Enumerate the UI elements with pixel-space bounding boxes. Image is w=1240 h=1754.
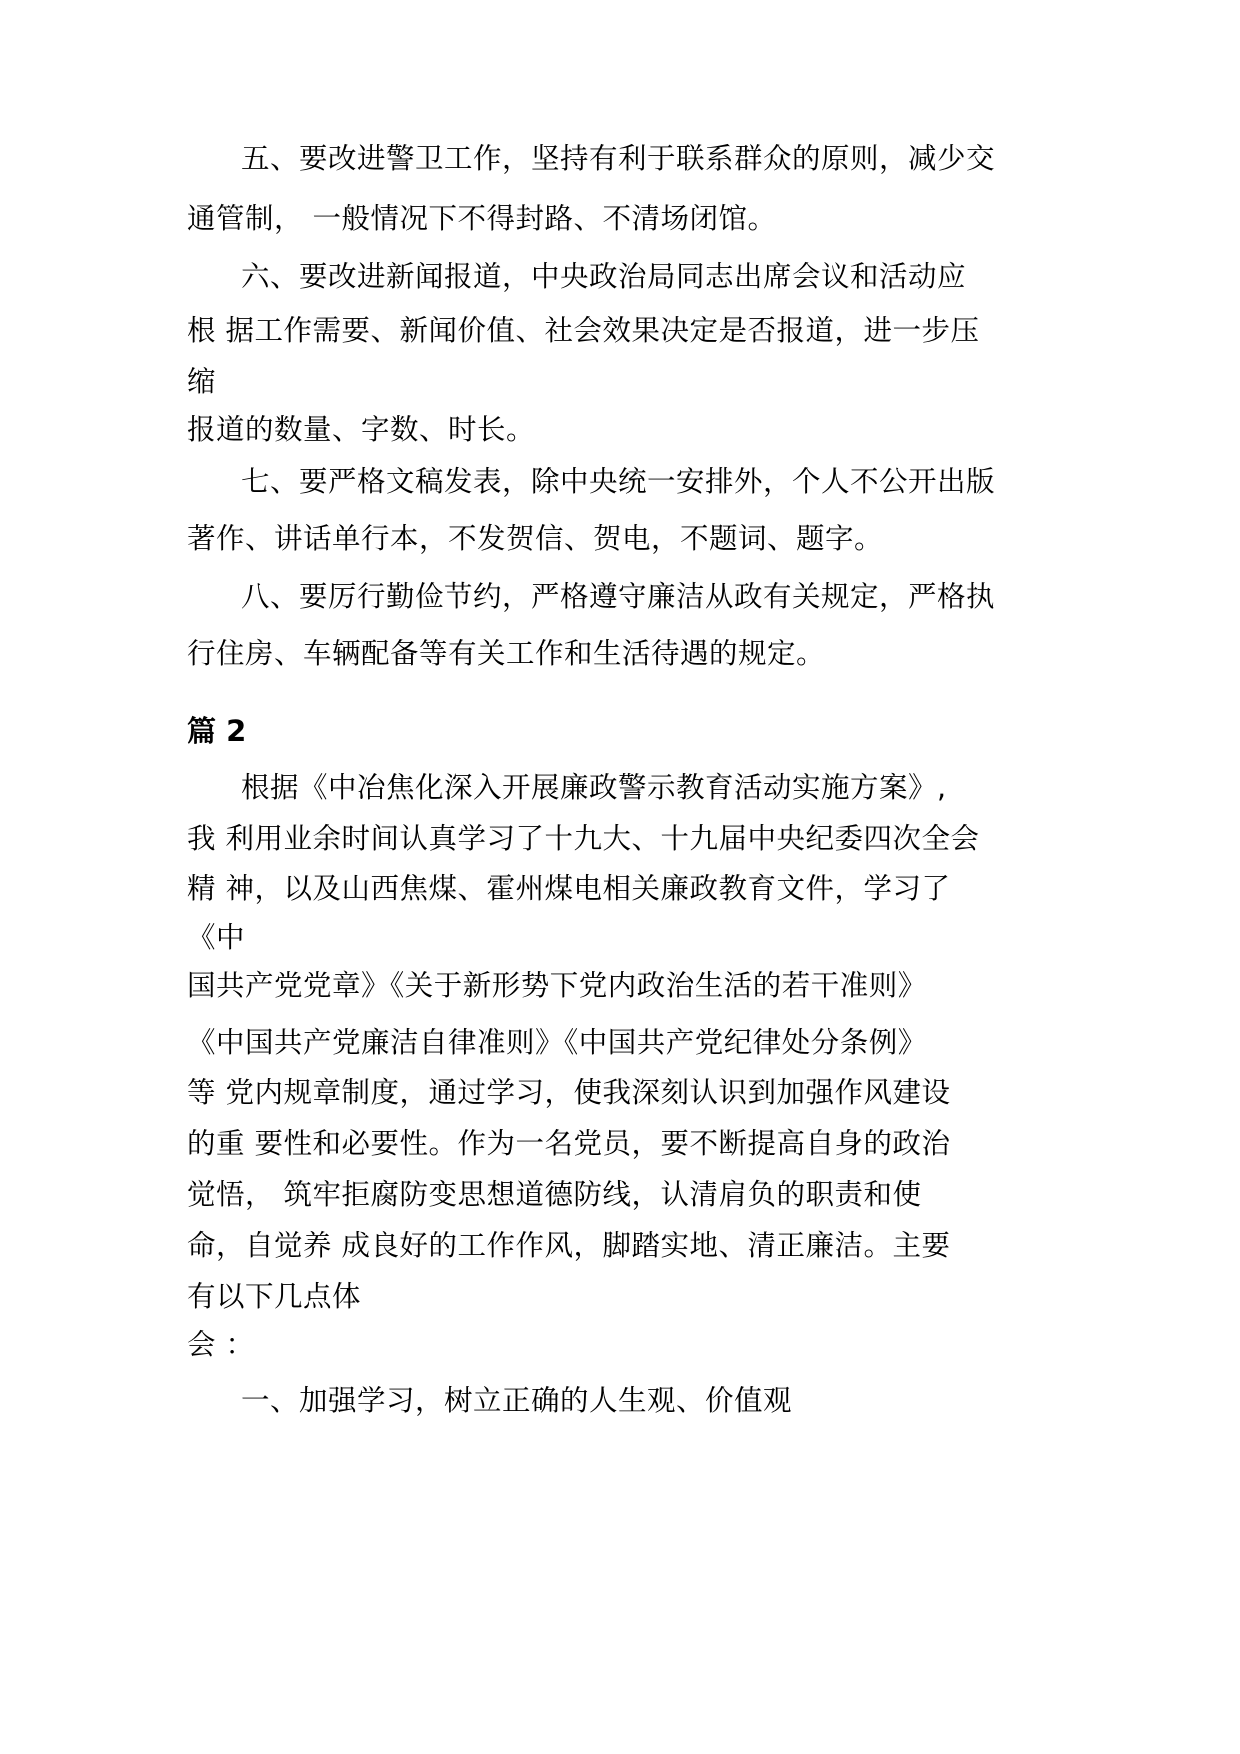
paragraph-6-line-1: 六、要改进新闻报道，中央政治局同志出席会议和活动应 [241, 260, 967, 293]
subheading-1: 一、加强学习，树立正确的人生观、价值观 [241, 1384, 793, 1417]
paragraph-6-line-4: 报道的数量、字数、时长。 [187, 413, 536, 446]
paragraph-5-line-2: 通管制， 一般情况下不得封路、不清场闭馆。 [187, 202, 777, 235]
paragraph-8-line-1: 八、要厉行勤俭节约，严格遵守廉洁从政有关规定，严格执 [241, 580, 996, 613]
paragraph-intro-line-6: 《中国共产党廉洁自律准则》《中国共产党纪律处分条例》 [187, 1026, 927, 1059]
paragraph-6-line-3: 缩 [187, 365, 217, 398]
paragraph-intro-line-2: 我 利用业余时间认真学习了十九大、十九届中央纪委四次全会 [187, 822, 980, 855]
paragraph-5-line-1: 五、要改进警卫工作，坚持有利于联系群众的原则，减少交 [241, 142, 996, 175]
paragraph-8-line-2: 行住房、车辆配备等有关工作和生活待遇的规定。 [187, 637, 826, 670]
paragraph-6-line-2: 根 据工作需要、新闻价值、社会效果决定是否报道，进一步压 [187, 314, 980, 347]
paragraph-7-line-1: 七、要严格文稿发表，除中央统一安排外，个人不公开出版 [241, 465, 996, 498]
section-heading: 篇 2 [187, 714, 247, 748]
paragraph-intro-line-9: 觉悟， 筑牢拒腐防变思想道德防线，认清肩负的职责和使 [187, 1178, 922, 1211]
paragraph-intro-line-3: 精 神，以及山西焦煤、霍州煤电相关廉政教育文件，学习了 [187, 872, 951, 905]
paragraph-7-line-2: 著作、讲话单行本，不发贺信、贺电，不题词、题字。 [187, 522, 884, 555]
paragraph-intro-line-5: 国共产党党章》《关于新形势下党内政治生活的若干准则》 [187, 969, 927, 1002]
paragraph-intro-line-12: 会 ： [187, 1328, 255, 1361]
paragraph-intro-line-1: 根据《中冶焦化深入开展廉政警示教育活动实施方案》, [241, 771, 947, 804]
paragraph-intro-line-7: 等 党内规章制度，通过学习，使我深刻认识到加强作风建设 [187, 1076, 951, 1109]
paragraph-intro-line-10: 命，自觉养 成良好的工作作风，脚踏实地、清正廉洁。主要 [187, 1229, 951, 1262]
paragraph-intro-line-8: 的重 要性和必要性。作为一名党员，要不断提高自身的政治 [187, 1127, 951, 1160]
paragraph-intro-line-11: 有以下几点体 [187, 1280, 362, 1313]
paragraph-intro-line-4: 《中 [187, 921, 246, 954]
